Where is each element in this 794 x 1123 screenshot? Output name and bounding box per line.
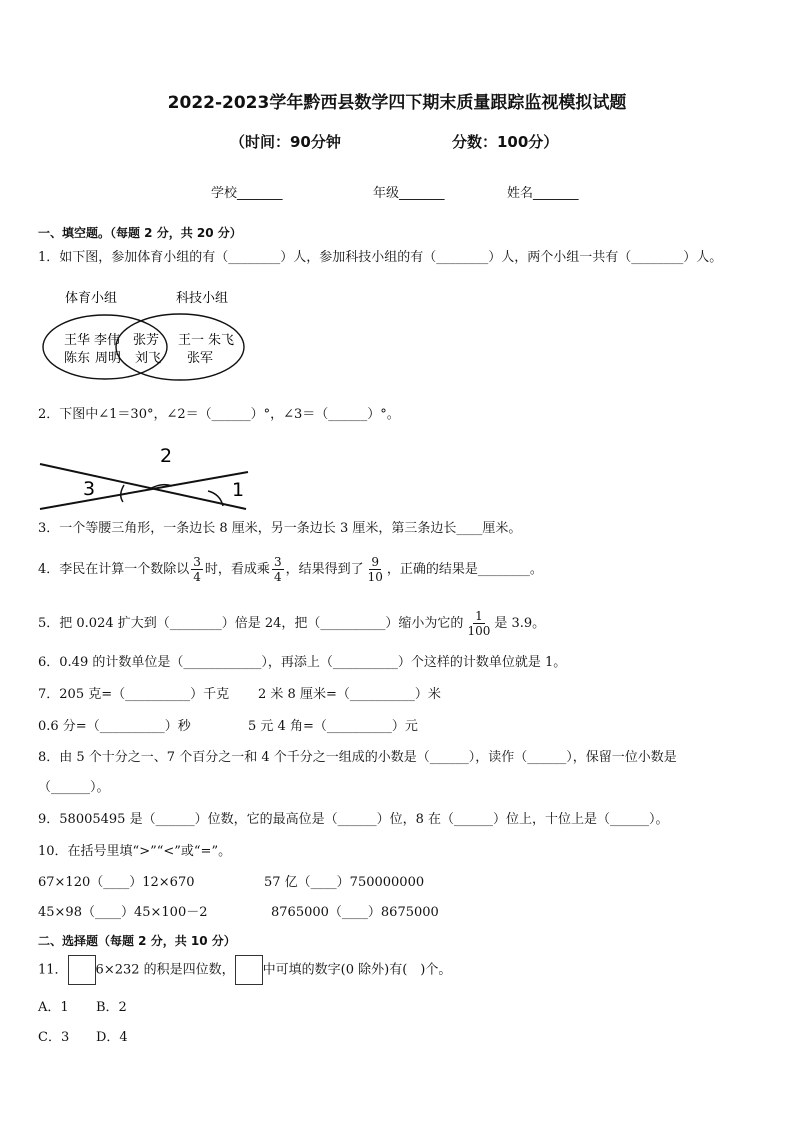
- question-7c: 0.6 分=（__________）秒: [38, 719, 191, 734]
- venn-name: 陈东: [64, 351, 91, 366]
- fraction: $\frac{1}{100}$: [467, 609, 491, 638]
- option-a[interactable]: A．1: [38, 1000, 69, 1015]
- option-d[interactable]: D．4: [96, 1030, 128, 1045]
- angle-diagram: [36, 440, 256, 515]
- question-3: 3．一个等腰三角形，一条边长 8 厘米，另一条边长 3 厘米，第三条边长____厘米。: [38, 521, 522, 536]
- question-11: [38, 955, 451, 986]
- angle-2-label: 2: [160, 445, 173, 467]
- question-10b: 57 亿（____）750000000: [264, 875, 425, 890]
- page-title: 2022-2023学年黔西县数学四下期末质量跟踪监视模拟试题: [167, 93, 627, 113]
- question-7d: 5 元 4 角=（__________）元: [248, 719, 418, 734]
- angle-3-label: 3: [83, 478, 96, 500]
- question-7a: 7．205 克=（__________）千克: [38, 687, 230, 702]
- venn-name: 张芳: [133, 333, 160, 348]
- question-10d: 8765000（____）8675000: [271, 905, 439, 920]
- line-a: [40, 464, 246, 509]
- question-10a: 67×120（____）12×670: [38, 875, 195, 890]
- question-7b: 2 米 8 厘米=（__________）米: [258, 687, 441, 702]
- venn-right-label: 科技小组: [176, 291, 229, 306]
- question-8: 8．由 5 个十分之一、7 个百分之一和 4 个千分之一组成的小数是（______），读作（______），保留一位小数是: [38, 750, 677, 765]
- blank-box: [235, 955, 263, 985]
- section-2-heading: 二、选择题（每题 2 分，共 10 分）: [38, 934, 236, 948]
- venn-name: 刘飞: [135, 351, 162, 366]
- question-6: 6．0.49 的计数单位是（____________），再添上（__________）个这样的计数单位就是 1。: [38, 655, 567, 670]
- option-c[interactable]: C．3: [38, 1030, 70, 1045]
- q5-text: 5．把 0.024 扩大到（________）倍是 24，把（__________）缩小为它的: [38, 616, 464, 631]
- question-1: 1．如下图，参加体育小组的有（________）人，参加科技小组的有（________）人，两个小组一共有（________）人。: [38, 250, 723, 265]
- section-1-heading: 一、填空题。（每题 2 分，共 20 分）: [38, 226, 242, 240]
- grade-field: 年级_______: [373, 186, 445, 201]
- angle-1-label: 1: [232, 479, 245, 501]
- venn-name: 张军: [187, 351, 214, 366]
- venn-name: 王一: [178, 333, 205, 348]
- question-8-cont: （______）。: [38, 780, 110, 795]
- q4-text: ，结果得到了: [285, 562, 364, 577]
- fraction: $\frac{9}{10}$: [367, 555, 383, 584]
- q4-text: 时，看成乘: [204, 562, 270, 577]
- exam-score: 分数：100分）: [452, 133, 559, 151]
- venn-name: 李伟: [94, 333, 121, 348]
- blank-box: [68, 955, 96, 985]
- question-2: 2．下图中∠1＝30°，∠2＝（______）°，∠3＝（______）°。: [38, 407, 400, 422]
- venn-name: 周明: [95, 351, 122, 366]
- q11-text: 11．: [38, 962, 68, 978]
- q5-text: 是 3.9。: [494, 616, 546, 631]
- fraction: $\frac{3}{4}$: [273, 555, 282, 584]
- exam-time: （时间：90分钟: [230, 133, 341, 151]
- venn-left-label: 体育小组: [65, 291, 118, 306]
- school-field: 学校_______: [211, 186, 283, 201]
- venn-name: 朱飞: [208, 333, 235, 348]
- venn-diagram: [38, 282, 248, 386]
- q4-text: ，正确的结果是________。: [386, 562, 543, 577]
- venn-name: 王华: [64, 333, 91, 348]
- question-5: [38, 609, 545, 638]
- question-10: 10．在括号里填“>”“<”或“=”。: [38, 844, 232, 859]
- question-10c: 45×98（____）45×100－2: [38, 905, 208, 920]
- fraction: $\frac{3}{4}$: [193, 555, 201, 584]
- option-b[interactable]: B．2: [96, 1000, 127, 1015]
- q11-text: 中可填的数字(0 除外)有( )个。: [262, 962, 452, 978]
- name-field: 姓名_______: [507, 186, 579, 201]
- question-9: 9．58005495 是（______）位数，它的最高位是（______）位，8 在（______）位上，十位上是（______）。: [38, 812, 669, 827]
- q4-text: 4．李民在计算一个数除以: [38, 562, 190, 577]
- question-4: [38, 555, 543, 584]
- q11-text: 6×232 的积是四位数，: [95, 962, 235, 978]
